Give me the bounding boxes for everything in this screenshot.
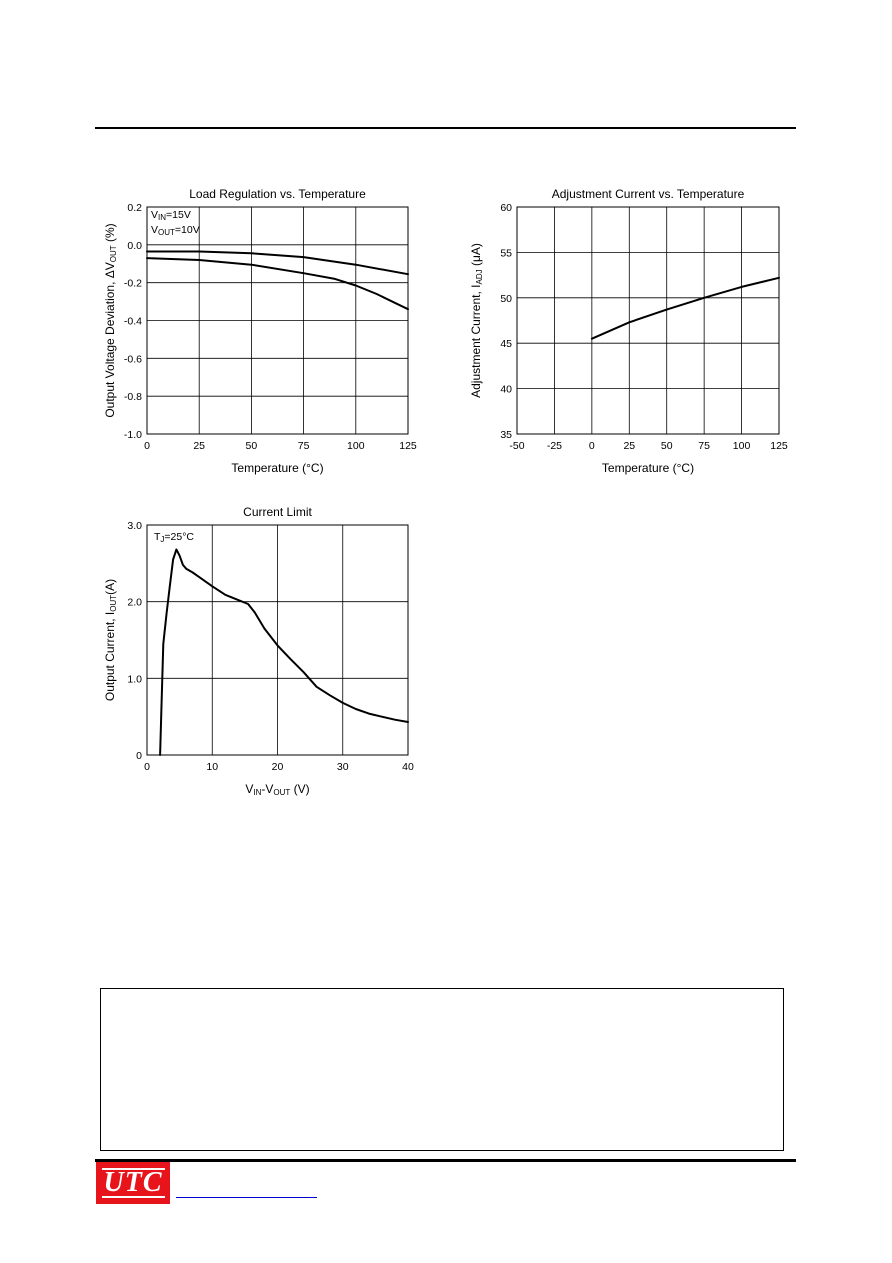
y-tick-label: 1.0 bbox=[127, 673, 142, 686]
x-tick-label: 25 bbox=[193, 440, 206, 452]
plot-frame bbox=[517, 207, 779, 434]
y-tick-label: 50 bbox=[500, 292, 512, 305]
x-tick-label: 0 bbox=[144, 761, 150, 773]
chart-title: Adjustment Current vs. Temperature bbox=[551, 187, 745, 201]
x-tick-label: 10 bbox=[206, 761, 219, 773]
x-tick-label: 100 bbox=[732, 440, 751, 452]
y-tick-label: -1.0 bbox=[123, 429, 142, 441]
chart-title: Current Limit bbox=[243, 505, 312, 519]
footer-rule bbox=[95, 1159, 796, 1162]
x-tick-label: 25 bbox=[623, 440, 636, 452]
y-axis-label: Output Voltage Deviation, ΔVOUT (%) bbox=[103, 223, 118, 418]
x-tick-label: 125 bbox=[399, 440, 417, 452]
y-tick-label: -0.8 bbox=[123, 391, 142, 404]
note-box bbox=[100, 988, 784, 1151]
series-line-1 bbox=[147, 252, 408, 275]
x-tick-label: 75 bbox=[297, 440, 310, 452]
chart-annotation: VIN=15V bbox=[151, 209, 191, 222]
y-tick-label: 3.0 bbox=[127, 520, 142, 532]
chart-annotation: TJ=25°C bbox=[154, 531, 195, 544]
series-line-1 bbox=[592, 278, 779, 339]
series-line-2 bbox=[147, 258, 408, 309]
x-tick-label: -50 bbox=[509, 440, 525, 452]
chart-2 bbox=[469, 187, 788, 475]
website-link-underline[interactable] bbox=[176, 1197, 317, 1198]
x-axis-label: VIN-VOUT (V) bbox=[245, 782, 310, 797]
y-axis-label: Output Current, IOUT(A) bbox=[103, 578, 118, 702]
x-tick-label: 50 bbox=[245, 440, 258, 452]
series-line-1 bbox=[160, 550, 408, 756]
y-tick-label: 0.2 bbox=[127, 202, 142, 214]
x-tick-label: 40 bbox=[402, 761, 414, 773]
utc-logo bbox=[96, 1162, 170, 1204]
chart-1 bbox=[103, 187, 417, 475]
x-tick-label: -25 bbox=[546, 440, 563, 452]
y-tick-label: 35 bbox=[500, 429, 512, 441]
x-tick-label: 20 bbox=[271, 761, 284, 773]
y-tick-label: 0 bbox=[136, 750, 142, 762]
y-tick-label: 2.0 bbox=[127, 596, 142, 609]
utc-logo-text: UTC bbox=[103, 1167, 163, 1198]
y-tick-label: 40 bbox=[500, 383, 512, 396]
x-axis-label: Temperature (°C) bbox=[601, 461, 695, 475]
y-tick-label: 0.0 bbox=[127, 239, 142, 252]
x-tick-label: 100 bbox=[347, 440, 365, 452]
y-axis-label: Adjustment Current, IADJ (μA) bbox=[469, 243, 484, 398]
chart-3 bbox=[103, 505, 414, 797]
x-tick-label: 75 bbox=[698, 440, 710, 452]
x-tick-label: 50 bbox=[660, 440, 673, 452]
y-tick-label: -0.2 bbox=[123, 277, 142, 290]
chart-title: Load Regulation vs. Temperature bbox=[189, 187, 366, 201]
y-tick-label: -0.4 bbox=[123, 315, 142, 328]
x-tick-label: 125 bbox=[770, 440, 788, 452]
y-tick-label: 60 bbox=[500, 202, 512, 214]
y-tick-label: 45 bbox=[500, 338, 512, 351]
x-tick-label: 0 bbox=[144, 440, 150, 452]
y-tick-label: -0.6 bbox=[123, 353, 142, 366]
x-axis-label: Temperature (°C) bbox=[231, 461, 324, 475]
x-tick-label: 30 bbox=[336, 761, 349, 773]
chart-annotation: VOUT=10V bbox=[151, 224, 200, 237]
x-tick-label: 0 bbox=[588, 440, 595, 452]
y-tick-label: 55 bbox=[500, 247, 512, 260]
